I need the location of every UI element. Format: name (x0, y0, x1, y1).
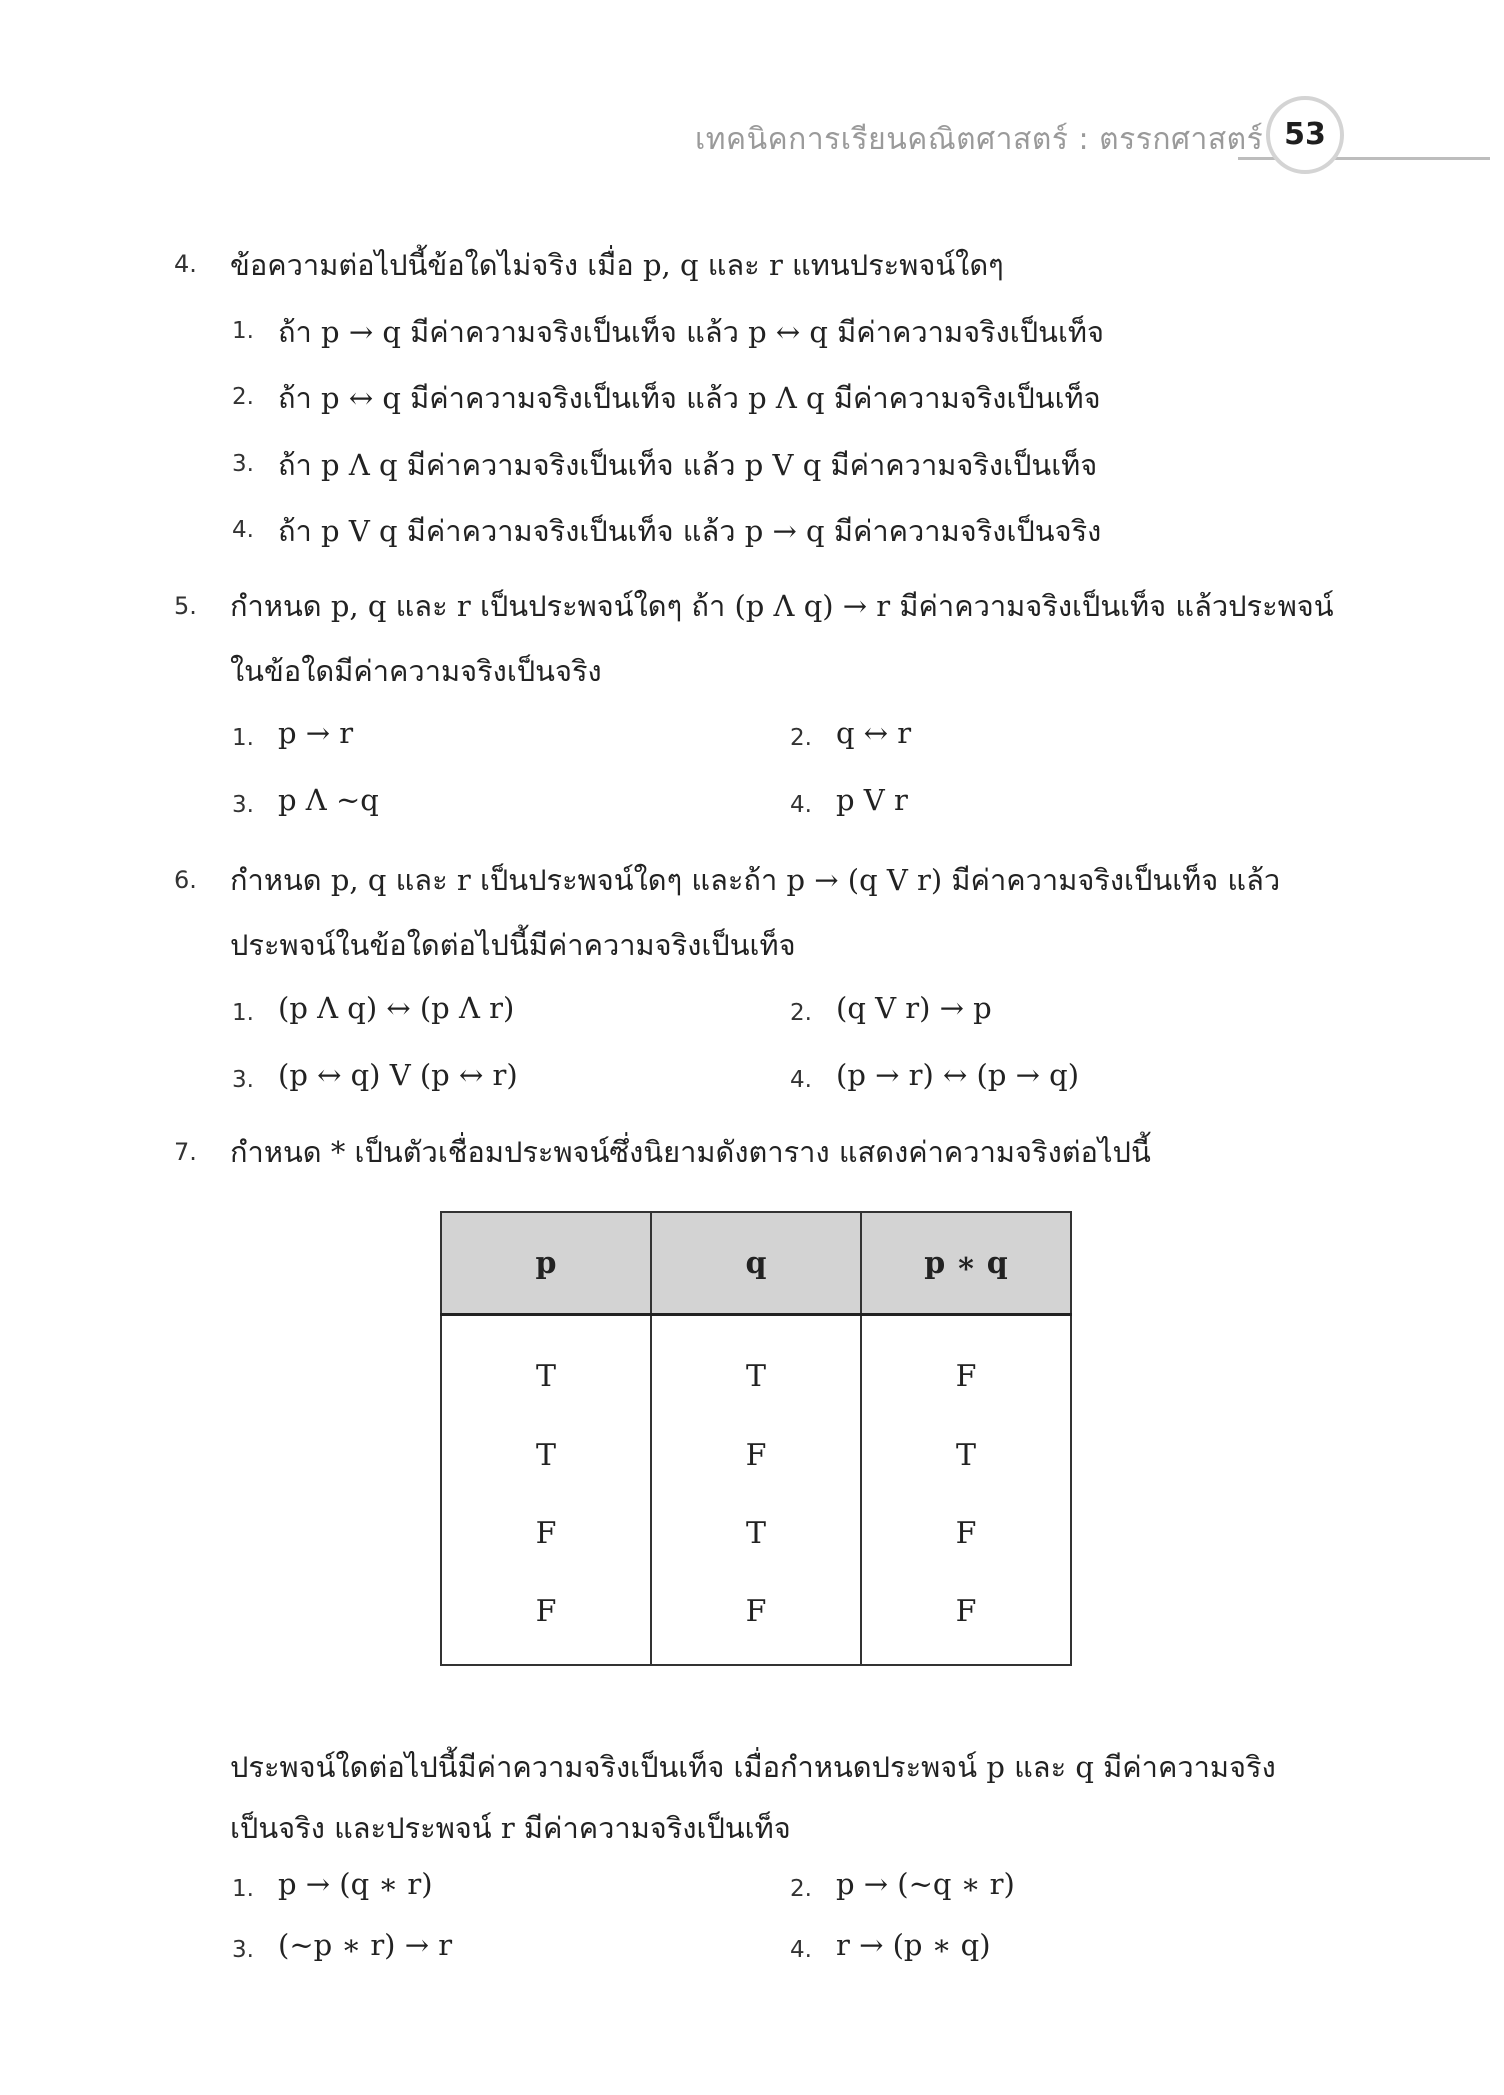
q4-option-4-text: ถ้า p V q มีค่าความจริงเป็นเท็จ แล้ว p → q มีค่าความจริงเป็นจริง (278, 514, 1102, 548)
q5-option-4-number: 4. (790, 792, 812, 818)
table-cell: T (441, 1416, 651, 1494)
q5-option-3-number: 3. (232, 792, 254, 818)
q7-option-2-text: p → (~q ∗ r) (836, 1867, 1015, 1901)
q7-option-3-number: 3. (232, 1937, 254, 1963)
q6-option-1-number: 1. (232, 1000, 254, 1026)
q5-option-1-number: 1. (232, 725, 254, 751)
table-cell: F (651, 1572, 861, 1665)
q7-followup-line2: เป็นจริง และประพจน์ r มีค่าความจริงเป็นเท็จ (230, 1811, 791, 1845)
q5-option-3-text: p Λ ~q (278, 783, 379, 817)
table-cell: F (861, 1315, 1071, 1416)
table-cell: T (651, 1494, 861, 1572)
running-header-title: เทคนิคการเรียนคณิตศาสตร์ : ตรรกศาสตร์ (695, 122, 1264, 157)
q7-option-3-text: (~p ∗ r) → r (278, 1928, 453, 1962)
table-cell: F (861, 1572, 1071, 1665)
table-row (441, 1315, 1071, 1416)
q5-number: 5. (174, 592, 197, 620)
q4-option-3-text: ถ้า p Λ q มีค่าความจริงเป็นเท็จ แล้ว p V q มีค่าความจริงเป็นเท็จ (278, 448, 1098, 482)
table-cell: T (651, 1315, 861, 1416)
q6-text-line2: ประพจน์ในข้อใดต่อไปนี้มีค่าความจริงเป็นเท็จ (230, 928, 796, 962)
q4-option-3-number: 3. (232, 451, 254, 477)
q5-option-4-text: p V r (836, 783, 908, 817)
q6-option-1-text: (p Λ q) ↔ (p Λ r) (278, 991, 515, 1025)
table-row (441, 1494, 1071, 1572)
q4-option-4-number: 4. (232, 517, 254, 543)
q7-option-2-number: 2. (790, 1876, 812, 1902)
q6-option-4-text: (p → r) ↔ (p → q) (836, 1058, 1080, 1092)
q6-option-2-text: (q V r) → p (836, 991, 992, 1025)
q7-option-1-text: p → (q ∗ r) (278, 1867, 433, 1901)
table-cell: F (651, 1416, 861, 1494)
q5-text-line2: ในข้อใดมีค่าความจริงเป็นจริง (230, 654, 602, 688)
truth-table-header-row (441, 1212, 1071, 1315)
truth-table-header-q: q (651, 1212, 861, 1315)
truth-table-header-p: p (441, 1212, 651, 1315)
truth-table-header-p-star-q: p ∗ q (861, 1212, 1071, 1315)
q7-number: 7. (174, 1138, 197, 1166)
q7-followup-line1: ประพจน์ใดต่อไปนี้มีค่าความจริงเป็นเท็จ เมื่อกำหนดประพจน์ p และ q มีค่าความจริง (230, 1750, 1276, 1784)
table-cell: F (441, 1572, 651, 1665)
q7-text: กำหนด * เป็นตัวเชื่อมประพจน์ซึ่งนิยามดังตาราง แสดงค่าความจริงต่อไปนี้ (230, 1135, 1151, 1169)
q4-text: ข้อความต่อไปนี้ข้อใดไม่จริง เมื่อ p, q และ r แทนประพจน์ใดๆ (230, 248, 1004, 282)
table-cell: F (861, 1494, 1071, 1572)
q5-option-1-text: p → r (278, 716, 354, 750)
q5-option-2-number: 2. (790, 725, 812, 751)
q7-option-4-text: r → (p ∗ q) (836, 1928, 991, 1962)
q4-option-2-text: ถ้า p ↔ q มีค่าความจริงเป็นเท็จ แล้ว p Λ q มีค่าความจริงเป็นเท็จ (278, 381, 1101, 415)
q5-option-2-text: q ↔ r (836, 716, 912, 750)
q4-option-1-text: ถ้า p → q มีค่าความจริงเป็นเท็จ แล้ว p ↔ q มีค่าความจริงเป็นเท็จ (278, 315, 1104, 349)
table-row (441, 1416, 1071, 1494)
q7-option-4-number: 4. (790, 1937, 812, 1963)
q4-number: 4. (174, 250, 197, 278)
page-number: 53 (1284, 117, 1326, 152)
q4-option-2-number: 2. (232, 384, 254, 410)
q6-text-line1: กำหนด p, q และ r เป็นประพจน์ใดๆ และถ้า p → (q V r) มีค่าความจริงเป็นเท็จ แล้ว (230, 863, 1281, 897)
q4-option-1-number: 1. (232, 318, 254, 344)
q6-option-2-number: 2. (790, 1000, 812, 1026)
q6-option-3-number: 3. (232, 1067, 254, 1093)
table-cell: F (441, 1494, 651, 1572)
q6-option-4-number: 4. (790, 1067, 812, 1093)
q6-option-3-text: (p ↔ q) V (p ↔ r) (278, 1058, 518, 1092)
q7-option-1-number: 1. (232, 1876, 254, 1902)
table-row (441, 1572, 1071, 1665)
table-cell: T (861, 1416, 1071, 1494)
table-cell: T (441, 1315, 651, 1416)
q6-number: 6. (174, 866, 197, 894)
q5-text-line1: กำหนด p, q และ r เป็นประพจน์ใดๆ ถ้า (p Λ q) → r มีค่าความจริงเป็นเท็จ แล้วประพจน์ (230, 589, 1334, 623)
truth-table (440, 1211, 1072, 1666)
